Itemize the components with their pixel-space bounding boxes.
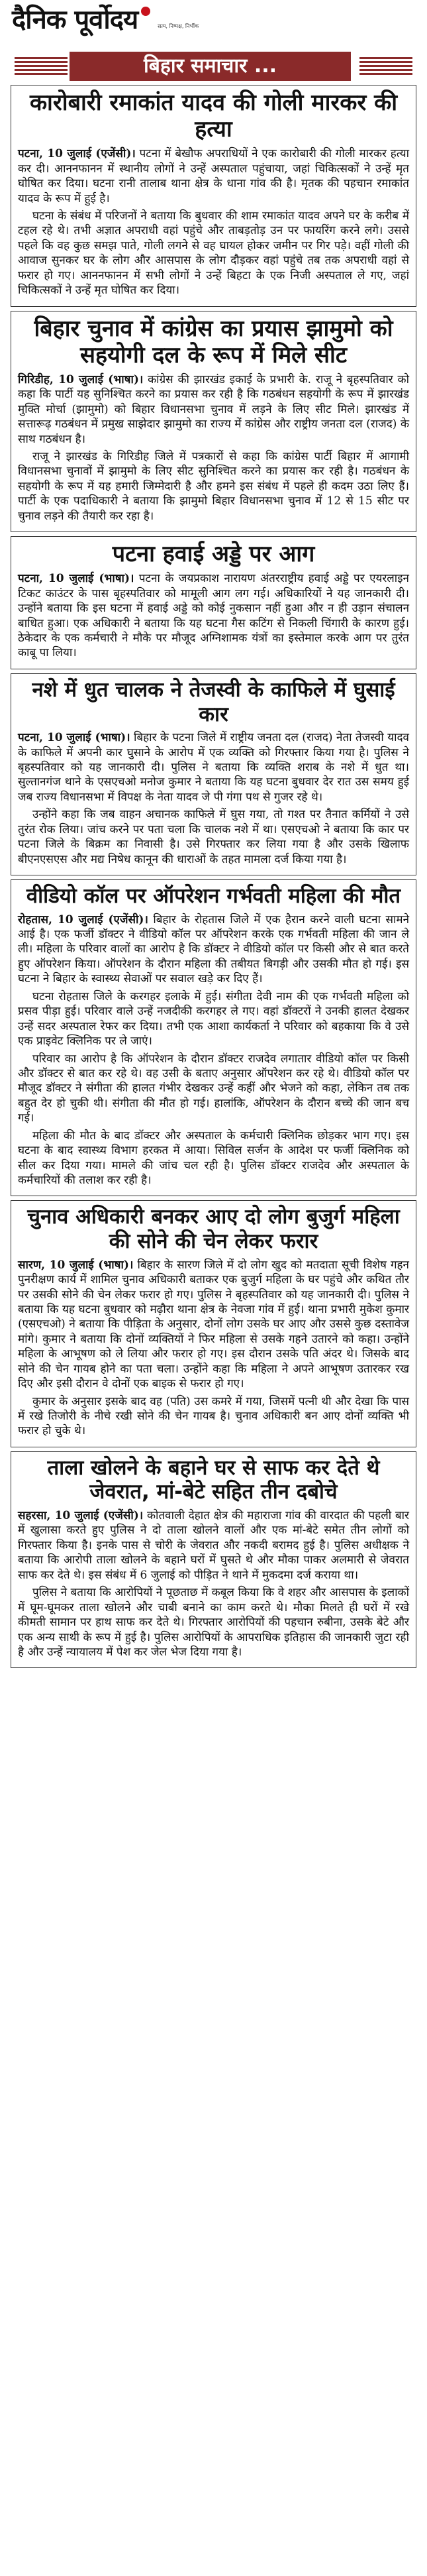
article-patna-airport-fire <box>11 536 416 669</box>
article-headline: ताला खोलने के बहाने घर से साफ कर देते थे जेवरात, मां-बेटे सहित तीन दबोचे <box>47 1455 380 1504</box>
article-fake-election-officials <box>11 1200 416 1447</box>
section-title: बिहार समाचार ... <box>70 52 351 81</box>
article-headline: बिहार चुनाव में कांग्रेस का प्रयास झामुमो को सहयोगी दल के रूप में मिले सीट <box>34 315 393 368</box>
article-dateline: पटना, 10 जुलाई (भाषा)। <box>18 731 130 745</box>
banner-stripes-left <box>15 57 68 76</box>
article-karobari-hatya <box>11 85 416 307</box>
article-dateline: पटना, 10 जुलाई (भाषा)। <box>18 572 134 586</box>
article-body <box>18 372 409 524</box>
article-body <box>18 146 409 298</box>
article-dateline: सारण, 10 जुलाई (भाषा)। <box>18 1258 134 1272</box>
article-paragraph: पटना में बेखौफ अपराधियों ने एक कारोबारी की गोली मारकर हत्या कर दी। आननफानन में स्थानीय लोगों ने उन्हें अस्पताल पहुंचाया, जहां चिकित्सकों ने उन्हें मृत घोषित कर दिया। घटना रानी तालाब थाना क्षेत्र के धाना गांव की है। मृतक की पहचान रमाकांत यादव के रूप में हुई है। <box>18 147 409 205</box>
article-paragraph: कांग्रेस की झारखंड इकाई के प्रभारी के. राजू ने बृहस्पतिवार को कहा कि पार्टी यह सुनिश्चित करने का प्रयास कर रही है कि गठबंधन सहयोगी के रूप में झारखंड मुक्ति मोर्चा (झामुमो) को बिहार विधानसभा चुनाव में लड़ने के लिए सीट मिले। झारखंड में सत्तारूढ़ गठबंधन में प्रमुख साझेदार झामुमो का राज्य में कांग्रेस और राष्ट्रीय जनता दल (राजद) के साथ गठबंधन है। <box>18 372 409 446</box>
article-headline: पटना हवाई अड्डे पर आग <box>112 541 315 568</box>
article-paragraph: बिहार के सारण जिले में दो लोग खुद को मतदाता सूची विशेष गहन पुनरीक्षण कार्य में शामिल चुनाव अधिकारी बताकर एक बुजुर्ग महिला के घर पहुंचे और कथित तौर पर उसकी सोने की चेन लेकर फरार हो गए। पुलिस ने बृहस्पतिवार को यह जानकारी दी। पुलिस ने बताया कि यह घटना बुधवार को मढ़ौरा थाना क्षेत्र के नेवजा गांव में हुई। थाना प्रभारी मुकेश कुमार (एसएचओ) ने बताया कि पीड़िता के अनुसार, दोनों लोग उसके घर आए और उससे कुछ दस्तावेज मांगे। कुमार ने बताया कि दोनों व्यक्तियों ने फिर महिला से उसके गहने उतारने को कहा। उन्होंने महिला के आभूषण को ले लिया और फरार हो गए। इस दौरान उसके पति अंदर थे। जिसके बाद सोने की चेन गायब होने का पता चला। उन्होंने कहा कि महिला ने अपने आभूषण उतारकर रख दिए और इसी दौरान वे दोनों एक बाइक से फरार हो गए। <box>18 1258 409 1391</box>
banner-stripes-right <box>359 57 412 76</box>
article-body <box>18 730 409 867</box>
article-dateline: रोहतास, 10 जुलाई (एजेंसी)। <box>18 913 148 926</box>
article-dateline: पटना, 10 जुलाई (एजेंसी)। <box>18 147 136 161</box>
article-paragraph: बिहार के रोहतास जिले में एक हैरान करने वाली घटना सामने आई है। एक फर्जी डॉक्टर ने वीडियो कॉल पर ऑपरेशन करके एक गर्भवती महिला की जान ले ली। महिला के परिवार वालों का आरोप है कि डॉक्टर ने वीडियो कॉल पर किसी और से बात करते हुए ऑपरेशन किया। ऑपरेशन के दौरान महिला की तबीयत बिगड़ी और उसकी मौत हो गई। इस घटना ने बिहार के स्वास्थ्य सेवाओं पर सवाल खड़े कर दिए हैं। <box>18 913 410 986</box>
article-paragraph: उन्होंने कहा कि जब वाहन अचानक काफिले में घुस गया, तो गश्त पर तैनात कर्मियों ने उसे तुरंत रोक लिया। जांच करने पर पता चला कि चालक नशे में था। एसएचओ ने बताया कि कार पर पटना जिले के बिक्रम का निवासी है। उसे गिरफ्तार कर लिया गया है और उसके खिलाफ बीएनएसएस और मद्य निषेध कानून की धाराओं के तहत मामला दर्ज किया गया है। <box>18 808 409 866</box>
article-headline: चुनाव अधिकारी बनकर आए दो लोग बुजुर्ग महिला की सोने की चेन लेकर फरार <box>27 1205 400 1254</box>
article-body <box>18 1508 409 1659</box>
article-lock-thieves <box>11 1451 416 1669</box>
article-paragraph: महिला की मौत के बाद डॉक्टर और अस्पताल के कर्मचारी क्लिनिक छोड़कर भाग गए। इस घटना के बाद स्वास्थ्य विभाग हरकत में आया। सिविल सर्जन के आदेश पर फर्जी क्लिनिक को सील कर दिया गया। मामले की जांच चल रही है। पुलिस डॉक्टर राजदेव और अस्पताल के कर्मचारियों की तलाश कर रही है। <box>18 1129 409 1188</box>
article-paragraph: पटना के जयप्रकाश नारायण अंतरराष्ट्रीय हवाई अड्डे पर एयरलाइन टिकट काउंटर के पास बृहस्पतिवार को मामूली आग लग गई। अधिकारियों ने यह जानकारी दी। उन्होंने बताया कि इस घटना में हवाई अड्डे को कोई नुकसान नहीं हुआ और न ही उड़ान संचालन बाधित हुआ। एक अधिकारी ने बताया कि यह घटना गैस कटिंग से निकली चिंगारी के कारण हुई। ठेकेदार के एक कर्मचारी ने मौके पर मौजूद अग्निशामक यंत्रों का इस्तेमाल करके आग पर तुरंत काबू पा लिया। <box>18 572 409 660</box>
article-headline: नशे में धुत चालक ने तेजस्वी के काफिले में घुसाई कार <box>32 677 395 726</box>
article-dateline: गिरिडीह, 10 जुलाई (भाषा)। <box>18 372 144 386</box>
article-paragraph: कुमार के अनुसार इसके बाद वह (पति) उस कमरे में गया, जिसमें पत्नी थी और देखा कि पास में रखे तिजोरी के नीचे रखी सोने की चेन गायब है। चुनाव अधिकारी बन आए दोनों व्यक्ति भी फरार हो चुके थे। <box>18 1394 409 1438</box>
article-tejashwi-convoy <box>11 673 416 875</box>
article-video-call-operation <box>11 879 416 1196</box>
article-headline: वीडियो कॉल पर ऑपरेशन गर्भवती महिला की मौत <box>26 884 401 909</box>
masthead <box>5 0 422 50</box>
article-paragraph: परिवार का आरोप है कि ऑपरेशन के दौरान डॉक्टर राजदेव लगातार वीडियो कॉल पर किसी और डॉक्टर से बात कर रहे थे। वह उसी के बताए अनुसार ऑपरेशन कर रहे थे। वीडियो कॉल पर मौजूद डॉक्टर ने संगीता की हालत गंभीर देखकर उन्हें कहीं और भेजने को कहा, लेकिन तब तक बहुत देर हो चुकी थी। संगीता की मौत हो गई। हालांकि, ऑपरेशन के दौरान बच्चे की जान बच गई। <box>18 1052 409 1125</box>
article-paragraph: घटना रोहतास जिले के करगहर इलाके में हुई। संगीता देवी नाम की एक गर्भवती महिला को प्रसव पीड़ा हुई। परिवार वाले उन्हें नजदीकी करगहर ले गए। वहां डॉक्टरों ने उनकी हालत देखकर उन्हें सदर अस्पताल रेफर कर दिया। तभी एक आशा कार्यकर्ता ने परिवार को बहकाया कि वे उसे एक प्राइवेट क्लिनिक पर ले जाएं। <box>18 989 409 1048</box>
article-body <box>18 1258 409 1439</box>
article-dateline: सहरसा, 10 जुलाई (एजेंसी)। <box>18 1509 144 1523</box>
article-paragraph: बिहार के पटना जिले में राष्ट्रीय जनता दल (राजद) नेता तेजस्वी यादव के काफिले में अपनी कार घुसाने के आरोप में एक व्यक्ति को गिरफ्तार किया गया है। पुलिस ने बृहस्पतिवार को यह जानकारी दी। पुलिस ने बताया कि व्यक्ति शराब के नशे में धुत था। सुल्तानगंज थाने के एसएचओ मनोज कुमार ने बताया कि यह घटना बुधवार देर रात उस समय हुई जब राज्य विधानसभा में विपक्ष के नेता यादव जे पी गंगा पथ से गुजर रहे थे। <box>18 731 409 804</box>
article-paragraph: कोतवाली देहात क्षेत्र की महाराजा गांव की वारदात की पहली बार में खुलासा करते हुए पुलिस ने दो ताला खोलने वालों और एक मां-बेटे समेत तीन लोगों को गिरफ्तार किया है। इनके पास से चोरी के जेवरात और नकदी बरामद हुई है। पुलिस अधीक्षक ने बताया कि आरोपी ताला खोलने के बहाने घरों में घुसते थे और मौका पाकर अलमारी से जेवरात साफ कर देते थे। इस संबंध में 6 जुलाई को पीड़ित ने थाने में मुकदमा दर्ज कराया था। <box>18 1509 409 1582</box>
logo-text: दैनिक पूर्वोदय <box>12 4 138 35</box>
article-body <box>18 571 409 661</box>
article-paragraph: घटना के संबंध में परिजनों ने बताया कि बुधवार की शाम रमाकांत यादव अपने घर के करीब में टहल रहे थे। तभी अज्ञात अपराधी वहां पहुंचे और ताबड़तोड़ उन पर फायरिंग करने लगे। उससे पहले कि वह कुछ समझ पाते, गोली लगने से वह घायल होकर जमीन पर गिर पड़े। वहीं गोली की आवाज सुनकर घर के लोग और आसपास के लोग दौड़कर वहां पहुंचे तब तक अपराधी वहां से फरार हो गए। आननफानन में सभी लोगों ने उन्हें बिहटा के एक निजी अस्पताल ले गए, जहां चिकित्सकों ने उन्हें मृत घोषित कर दिया। <box>18 209 409 298</box>
article-headline: कारोबारी रमाकांत यादव की गोली मारकर की हत्या <box>29 89 398 143</box>
article-list <box>11 85 416 1672</box>
logo-tagline: सत्य, निष्पक्ष, निर्भीक <box>158 23 199 29</box>
article-paragraph: पुलिस ने बताया कि आरोपियों ने पूछताछ में कबूल किया कि वे शहर और आसपास के इलाकों में घूम-घूमकर ताला खोलने और चाबी बनाने का काम करते थे। मौका मिलते ही घरों में रखे कीमती सामान पर हाथ साफ कर देते थे। गिरफ्तार आरोपियों की पहचान रुबीना, उसके बेटे और एक अन्य साथी के रूप में हुई है। पुलिस आरोपियों के आपराधिक इतिहास की जानकारी जुटा रही है और उन्हें न्यायालय में पेश कर जेल भेज दिया गया है। <box>18 1586 409 1659</box>
newspaper-logo[interactable] <box>12 1 191 41</box>
article-congress-jmm <box>11 311 416 533</box>
article-body <box>18 913 409 1188</box>
logo-dot-icon <box>141 7 150 16</box>
article-paragraph: राजू ने झारखंड के गिरिडीह जिले में पत्रकारों से कहा कि कांग्रेस पार्टी बिहार में आगामी विधानसभा चुनावों में झामुमो के लिए सीट सुनिश्चित करने का प्रयास कर रही है। गठबंधन के सहयोगी के रूप में यह हमारी जिम्मेदारी है और हमने इस संबंध में पहले ही कदम उठा लिए हैं। पार्टी के एक पदाधिकारी ने बताया कि झामुमो बिहार विधानसभा चुनाव में 12 से 15 सीट पर चुनाव लड़ने की तैयारी कर रहा है। <box>18 450 409 523</box>
